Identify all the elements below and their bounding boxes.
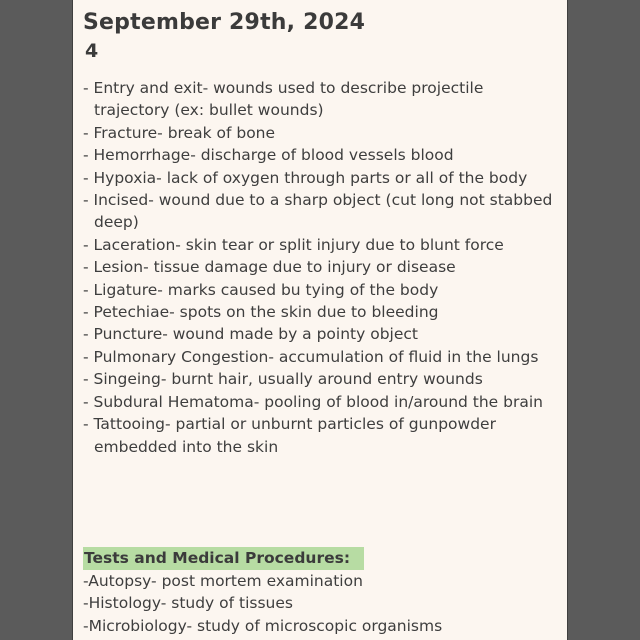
section-heading-highlight: Tests and Medical Procedures: <box>83 547 364 570</box>
list-item: - Subdural Hematoma- pooling of blood in/around the brain <box>83 392 543 411</box>
list-item: - Incised- wound due to a sharp object (cut long not stabbed deep) <box>83 191 553 232</box>
list-item: - Pulmonary Congestion- accumulation of fluid in the lungs <box>83 347 539 366</box>
list-item: - Hypoxia- lack of oxygen through parts or all of the body <box>83 168 528 187</box>
list-item: - Fracture- break of bone <box>83 123 276 142</box>
procedures-list <box>83 570 559 637</box>
page-title: September 29th, 2024 <box>83 10 366 35</box>
list-item: - Puncture- wound made by a pointy object <box>83 325 418 344</box>
notes-page <box>72 0 568 640</box>
list-item: -Microbiology- study of microscopic organisms <box>83 616 443 635</box>
list-item: - Tattooing- partial or unburnt particles of gunpowder embedded into the skin <box>83 415 496 456</box>
list-item: - Hemorrhage- discharge of blood vessels blood <box>83 146 454 165</box>
list-item: -Histology- study of tissues <box>83 594 293 613</box>
terms-list <box>83 77 559 458</box>
list-item: - Entry and exit- wounds used to describe projectile trajectory (ex: bullet wounds) <box>83 79 484 120</box>
list-item: - Singeing- burnt hair, usually around entry wounds <box>83 370 483 389</box>
list-item: -Autopsy- post mortem examination <box>83 572 363 590</box>
list-item: - Petechiae- spots on the skin due to bleeding <box>83 303 439 322</box>
list-item: - Ligature- marks caused bu tying of the body <box>83 280 439 299</box>
page-number: 4 <box>85 40 99 62</box>
list-item: - Lesion- tissue damage due to injury or disease <box>83 258 456 277</box>
list-item: - Laceration- skin tear or split injury due to blunt force <box>83 235 504 254</box>
